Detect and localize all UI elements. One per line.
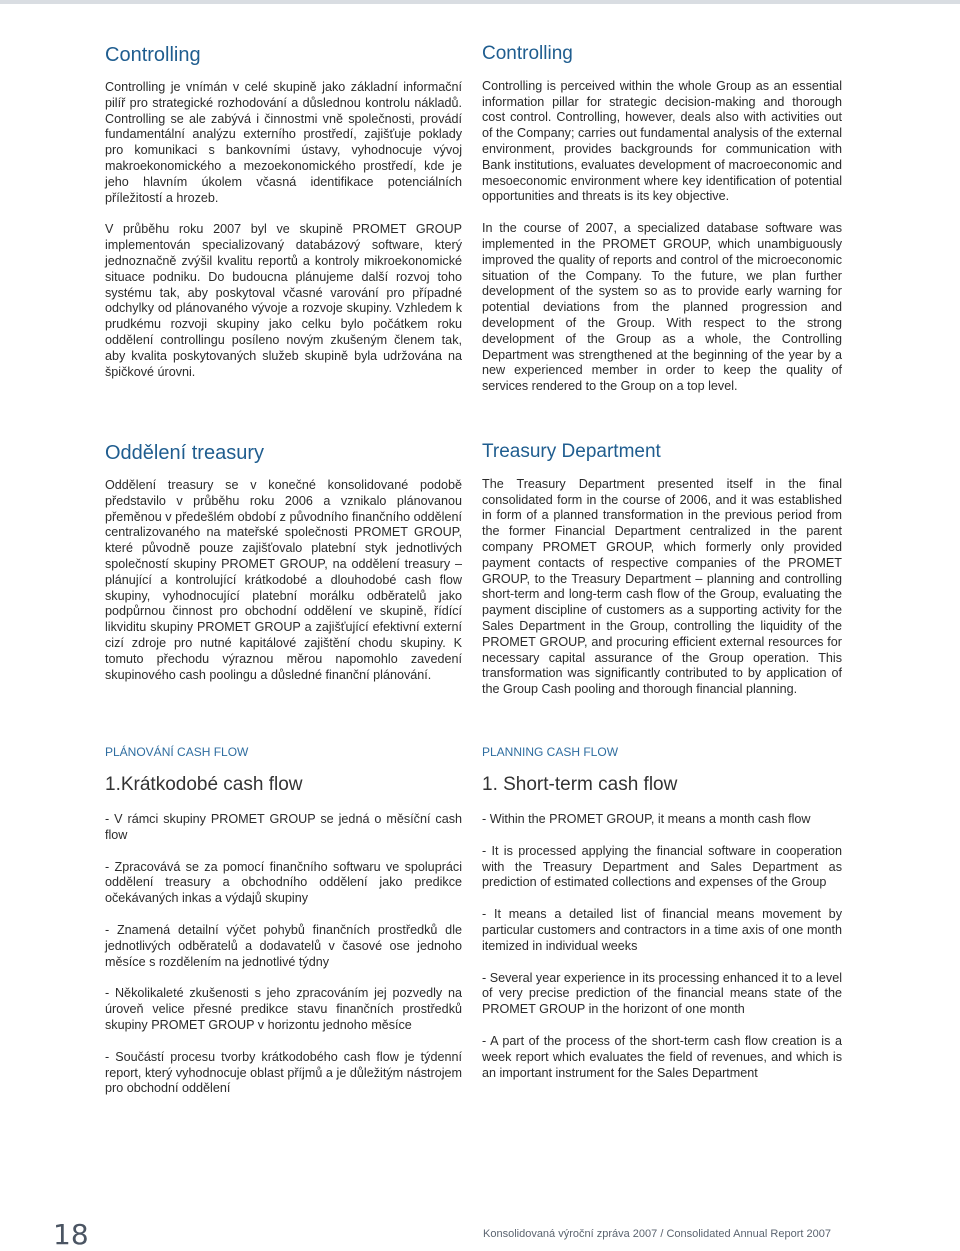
page-footer — [0, 1210, 960, 1251]
section-title: Oddělení treasury — [105, 442, 264, 464]
subsection-label: PLANNING CASH FLOW — [482, 745, 619, 759]
subsection-title: 1.Krátkodobé cash flow — [105, 774, 303, 795]
list-item: - It is processed applying the financial software in cooperation with the Treasury Department and Sales Department as prediction of estimated collections and expenses of the Group — [482, 843, 842, 890]
section-title: Controlling — [105, 44, 201, 66]
paragraph: The Treasury Department presented itself in the final consolidated form in the course of 2006, and it was established in form of a planned transformation in the previous period from the former Financial Department centralized in the parent company PROMET GROUP, which formerly only provided payment contacts of respective companies of the PROMET GROUP, to the Treasury Department – planning and controlling short-term and long-term cash flow of the Group, evaluating the payment discipline of customers as a supporting activity for the Sales Department in the Group, controlling the liquidity of the PROMET GROUP, and procuring efficient external resources for necessary capital assurance of the Group operation. This transformation was significantly contributed to by application of the Group Cash pooling and thorough financial planning. — [482, 476, 842, 697]
cashflow-section-en — [482, 745, 842, 1097]
subsection-title: 1. Short-term cash flow — [482, 774, 678, 795]
list-item: - Součástí procesu tvorby krátkodobého cash flow je týdenní report, který vyhodnocuje oblast příjmů a je důležitým nástrojem pro obchodní oddělení — [105, 1049, 462, 1096]
controlling-section-cz — [105, 44, 462, 380]
list-item: - A part of the process of the short-term cash flow creation is a week report which evaluates the field of revenues, and which is an important instrument for the Sales Department — [482, 1033, 842, 1080]
treasury-section-cz — [105, 442, 462, 683]
list-item: - Zpracovává se za pomocí finančního softwaru ve spolupráci oddělení treasury a obchodního oddělení jako predikce očekávaných inkas a výdajů skupiny — [105, 859, 462, 906]
list-item: - Within the PROMET GROUP, it means a month cash flow — [482, 812, 811, 826]
paragraph: V průběhu roku 2007 byl ve skupině PROMET GROUP implementován specializovaný databázový software, který jednoznačně zvýšil kvalitu reportů a kontroly mikroekonomické situace podniku. Do budoucna plánujeme další rozvoj toho systému tak, aby poskytoval včasné varování pro případné odchylky od plánovaného vývoje a rozvoje skupiny. Vzhledem k prudkému rozvoji skupiny jako celku bylo počátkem roku oddělení controllingu posíleno novým zkušeným členem tak, aby kvalita poskytovaných služeb skupině byla udržována na špičkové úrovni. — [105, 222, 462, 379]
footer-text: Konsolidovaná výroční zpráva 2007 / Consolidated Annual Report 2007 — [483, 1228, 831, 1240]
list-item: - Several year experience in its processing enhanced it to a level of very precise prediction of the financial means state of the PROMET GROUP in the horizont of one month — [482, 970, 842, 1017]
top-rule — [0, 0, 960, 4]
controlling-section-en — [482, 44, 842, 395]
paragraph: Controlling je vnímán v celé skupině jako základní informační pilíř pro strategické rozhodování a důslednou kontrolu nákladů. Controlling se ale zabývá i činnostmi vně společnosti, provádí fundamentální analýzu externího prostředí, zajišťuje poklady pro komunikaci s bankovními ústavy, vyhodnocuje vývoj makroekonomického a mezoekonomického prostředí, kde je jeho hlavním úkolem včasná identifikace potenciálních příležitostí a hrozeb. — [105, 80, 462, 205]
paragraph: Oddělení treasury se v konečné konsolidované podobě představilo v průběhu roku 2006 a vznikalo plánovanou přeměnou v předešlém období z původního finančního oddělení centralizovaného na mateřské společnosti PROMET GROUP, které původně pouze zajišťovalo platební styk jednotlivých společností skupiny PROMET GROUP, na oddělení treasury – plánující a kontrolující krátkodobé a dlouhodobé cash flow skupiny, vyhodnocující platební morálku odběratelů jako podpůrnou činnost pro obchodní oddělení ve skupině, řídící likviditu skupiny PROMET GROUP a zajišťující efektivní externí cizí zdroje pro nutné kapitálové zajištění chodu skupiny. K tomuto přechodu výraznou měrou napomohlo zavedení skupinového cash poolingu a důsledné finanční plánování. — [105, 478, 462, 682]
cashflow-section-cz — [105, 745, 462, 1113]
list-item: - It means a detailed list of financial means movement by particular customers and contractors in a time axis of one month itemized in individual weeks — [482, 907, 842, 953]
section-title: Treasury Department — [482, 441, 661, 462]
paragraph: Controlling is perceived within the whole Group as an essential information pillar for strategic decision-making and thorough cost control. Controlling, however, deals also with activities out of the Company; carries out fundamental analysis of the external environment, provides backgrounds for communication with Bank institutions, evaluates development of macroeconomic and mesoeconomic environment where key identification of potential opportunities and threats is its key objective. — [482, 78, 842, 204]
treasury-section-en — [482, 442, 842, 698]
page-number: 18 — [53, 1218, 89, 1251]
section-title: Controlling — [482, 43, 573, 64]
list-item: - Znamená detailní výčet pohybů finančních prostředků dle jednotlivých odběratelů a dodavatelů v časové ose jednoho měsíce s rozdělením na jednotlivé týdny — [105, 922, 462, 969]
list-item: - V rámci skupiny PROMET GROUP se jedná o měsíční cash flow — [105, 812, 462, 842]
list-item: - Několikaleté zkušenosti s jeho zpracováním jej pozvedly na úroveň velice přesné predikce stavu finančních prostředků skupiny PROMET GROUP v horizontu jednoho měsíce — [105, 986, 462, 1032]
paragraph: In the course of 2007, a specialized database software was implemented in the PROMET GROUP, which unambiguously improved the quality of reports and control of the microeconomic situation of the Company. To the future, we plan further development of the system so as to provide early warning for potential deviations from the planned progression and development of the Group. With respect to the strong development of the Group as a whole, the Controlling Department was strengthened at the beginning of the year by a new experienced member in order to keep the quality of services rendered to the Group on a top level. — [482, 221, 842, 394]
subsection-label: PLÁNOVÁNÍ CASH FLOW — [105, 745, 249, 759]
